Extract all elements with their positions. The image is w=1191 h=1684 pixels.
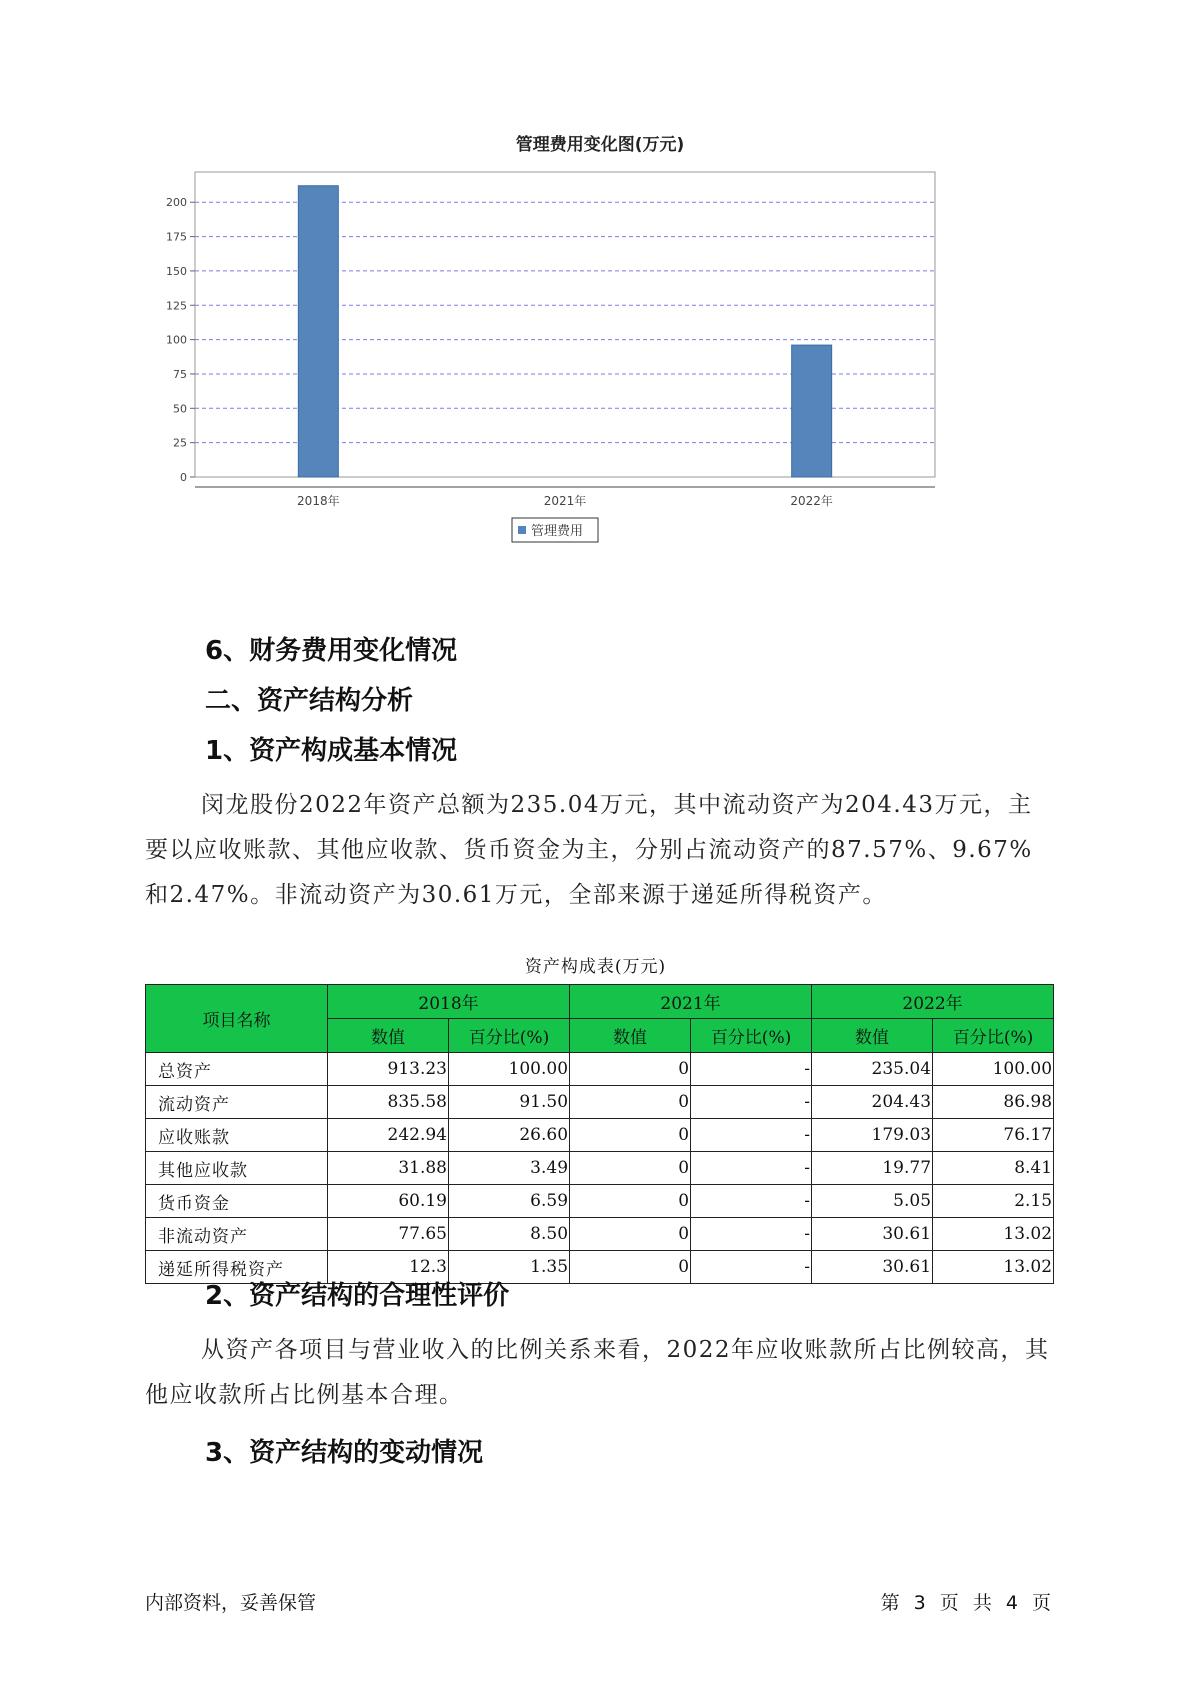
cell-p2021: - — [691, 1251, 812, 1284]
cell-v2021: 0 — [570, 1053, 691, 1086]
bar-2018年 — [298, 186, 338, 477]
header-year-2021: 2021年 — [570, 985, 812, 1019]
paragraph-asset-rationality: 从资产各项目与营业收入的比例关系来看，2022年应收账款所占比例较高，其他应收款所占比例基本合理。 — [145, 1337, 1050, 1408]
cell-p2022: 13.02 — [933, 1218, 1054, 1251]
y-tick-label: 150 — [166, 264, 187, 278]
y-tick-label: 75 — [173, 367, 187, 381]
cell-p2018: 6.59 — [449, 1185, 570, 1218]
row-label: 总资产 — [146, 1053, 328, 1086]
row-label: 应收账款 — [146, 1119, 328, 1152]
cell-v2021: 0 — [570, 1086, 691, 1119]
legend-swatch — [518, 526, 526, 534]
chart-title: 管理费用变化图(万元) — [515, 135, 685, 155]
cell-v2021: 0 — [570, 1251, 691, 1284]
cell-p2018: 100.00 — [449, 1053, 570, 1086]
paragraph-asset-composition: 闵龙股份2022年资产总额为235.04万元，其中流动资产为204.43万元，主要以应收账款、其他应收款、货币资金为主，分别占流动资产的87.57%、9.67%和2.47%。非流动资产为30.61万元，全部来源于递延所得税资产。 — [145, 792, 1033, 908]
cell-p2021: - — [691, 1053, 812, 1086]
cell-p2021: - — [691, 1185, 812, 1218]
table-caption: 资产构成表(万元) — [524, 957, 667, 977]
cell-p2022: 100.00 — [933, 1053, 1054, 1086]
cell-p2022: 86.98 — [933, 1086, 1054, 1119]
y-tick-label: 0 — [180, 471, 187, 484]
cell-p2022: 2.15 — [933, 1185, 1054, 1218]
cell-v2021: 0 — [570, 1185, 691, 1218]
y-tick-label: 175 — [166, 230, 187, 244]
row-label: 货币资金 — [146, 1185, 328, 1218]
cell-v2022: 235.04 — [812, 1053, 933, 1086]
row-label: 流动资产 — [146, 1086, 328, 1119]
subheader-value: 数值 — [812, 1019, 933, 1053]
cell-v2018: 77.65 — [328, 1218, 449, 1251]
table-row — [146, 1152, 1054, 1185]
cell-p2018: 8.50 — [449, 1218, 570, 1251]
cell-v2022: 19.77 — [812, 1152, 933, 1185]
cell-v2022: 30.61 — [812, 1218, 933, 1251]
bar-2022年 — [792, 345, 832, 477]
row-label: 递延所得税资产 — [146, 1251, 328, 1284]
cell-v2022: 5.05 — [812, 1185, 933, 1218]
table-row — [146, 1053, 1054, 1086]
bar-chart-svg — [150, 130, 1050, 600]
cell-v2021: 0 — [570, 1218, 691, 1251]
cell-v2018: 31.88 — [328, 1152, 449, 1185]
footer-page-number: 第 3 页 共 4 页 — [880, 1592, 1051, 1614]
cell-v2018: 835.58 — [328, 1086, 449, 1119]
subheader-pct: 百分比(%) — [449, 1019, 570, 1053]
heading-asset-structure: 二、资产结构分析 — [205, 686, 414, 716]
y-tick-label: 25 — [173, 436, 187, 450]
cell-v2018: 60.19 — [328, 1185, 449, 1218]
cell-p2021: - — [691, 1152, 812, 1185]
cell-p2021: - — [691, 1086, 812, 1119]
cell-p2022: 8.41 — [933, 1152, 1054, 1185]
row-label: 非流动资产 — [146, 1218, 328, 1251]
heading-finance-expense: 6、财务费用变化情况 — [205, 636, 458, 666]
cell-p2018: 3.49 — [449, 1152, 570, 1185]
cell-v2022: 30.61 — [812, 1251, 933, 1284]
cell-p2018: 91.50 — [449, 1086, 570, 1119]
table-row — [146, 1185, 1054, 1218]
heading-asset-composition: 1、资产构成基本情况 — [205, 736, 458, 766]
table-header-row — [146, 985, 1054, 1019]
cell-p2021: - — [691, 1119, 812, 1152]
cell-v2021: 0 — [570, 1152, 691, 1185]
management-expense-chart — [150, 130, 1050, 600]
subheader-value: 数值 — [328, 1019, 449, 1053]
cell-v2018: 913.23 — [328, 1053, 449, 1086]
cell-p2018: 1.35 — [449, 1251, 570, 1284]
y-tick-label: 50 — [173, 402, 187, 416]
footer-confidential: 内部资料，妥善保管 — [145, 1592, 317, 1614]
y-tick-label: 200 — [166, 196, 187, 210]
table-row — [146, 1218, 1054, 1251]
cell-p2022: 13.02 — [933, 1251, 1054, 1284]
x-tick-label: 2018年 — [297, 494, 340, 508]
cell-v2021: 0 — [570, 1119, 691, 1152]
y-tick-label: 100 — [166, 333, 187, 347]
cell-v2018: 12.3 — [328, 1251, 449, 1284]
subheader-pct: 百分比(%) — [933, 1019, 1054, 1053]
subheader-pct: 百分比(%) — [691, 1019, 812, 1053]
header-year-2022: 2022年 — [812, 985, 1054, 1019]
cell-v2022: 204.43 — [812, 1086, 933, 1119]
header-item-name: 项目名称 — [146, 985, 328, 1053]
header-year-2018: 2018年 — [328, 985, 570, 1019]
table-row — [146, 1119, 1054, 1152]
heading-asset-changes: 3、资产结构的变动情况 — [205, 1438, 484, 1468]
heading-asset-rationality: 2、资产结构的合理性评价 — [205, 1281, 510, 1311]
y-tick-label: 125 — [166, 299, 187, 313]
table-row — [146, 1086, 1054, 1119]
cell-p2018: 26.60 — [449, 1119, 570, 1152]
cell-v2022: 179.03 — [812, 1119, 933, 1152]
x-tick-label: 2021年 — [543, 494, 587, 508]
row-label: 其他应收款 — [146, 1152, 328, 1185]
cell-p2021: - — [691, 1218, 812, 1251]
cell-p2022: 76.17 — [933, 1119, 1054, 1152]
cell-v2018: 242.94 — [328, 1119, 449, 1152]
legend-label: 管理费用 — [531, 524, 584, 539]
subheader-value: 数值 — [570, 1019, 691, 1053]
asset-composition-table — [145, 984, 1054, 1284]
x-tick-label: 2022年 — [790, 494, 833, 508]
